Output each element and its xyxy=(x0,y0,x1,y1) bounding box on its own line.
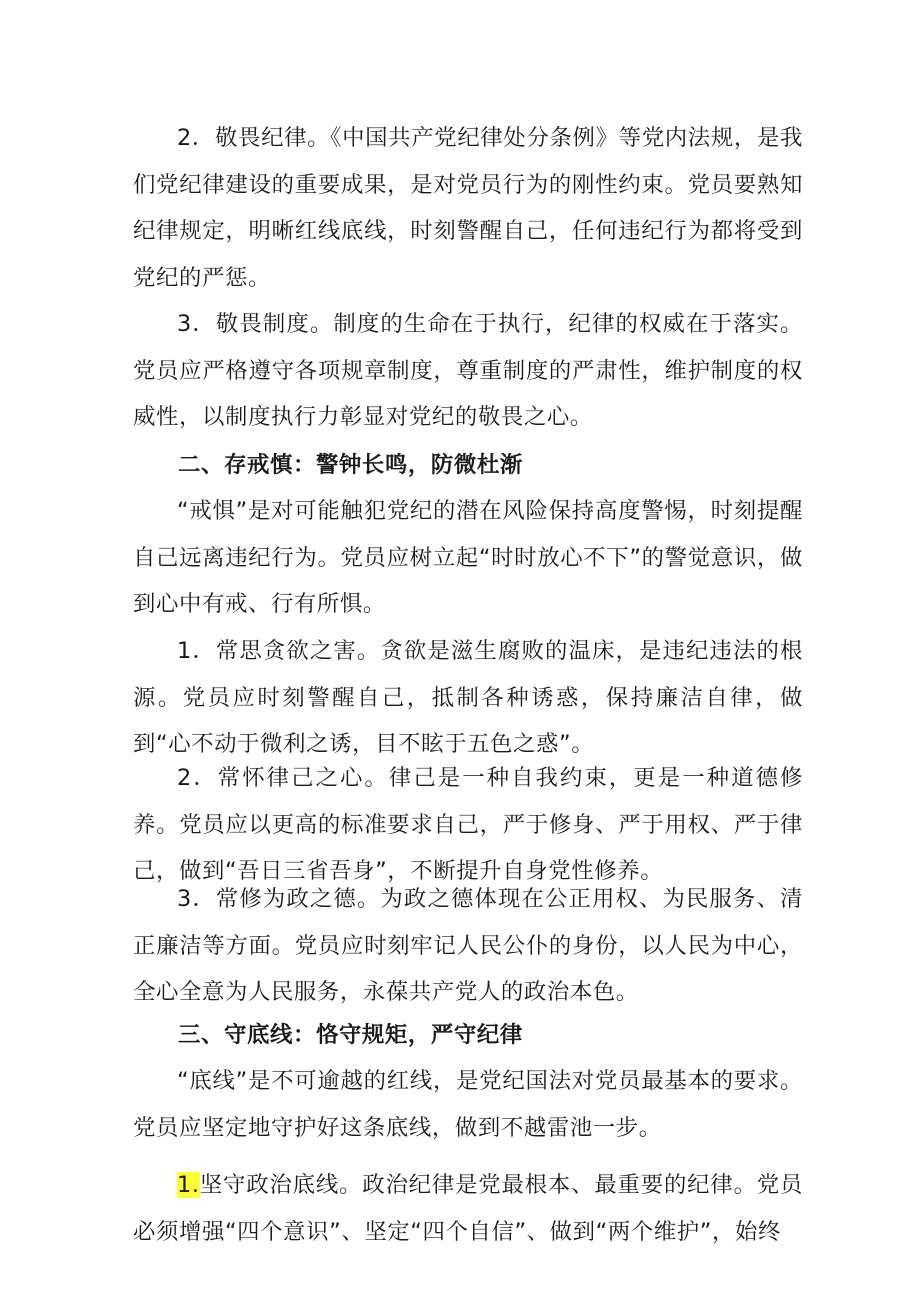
paragraph-governance-virtue xyxy=(133,876,803,1016)
paragraph-respect-system xyxy=(133,301,803,441)
paragraph-text: ．敬畏纪律。《中国共产党纪律处分条例》等党内法规，是我们党纪律建设的重要成果，是对党员行为的刚性约束。党员要熟知纪律规定，明晰红线底线，时刻警醒自己，任何违纪行为都将受到党纪的严惩。 xyxy=(133,125,803,291)
paragraph-political-bottom-line xyxy=(133,1162,803,1255)
paragraph-greed xyxy=(133,628,803,768)
paragraph-text: “底线”是不可逾越的红线，是党纪国法对党员最基本的要求。党员应坚定地守护好这条底线，做到不越雷池一步。 xyxy=(133,1068,803,1141)
section-heading-2: 二、存戒慎：警钟长鸣，防微杜渐 xyxy=(178,452,523,478)
item-number: 2 xyxy=(177,125,192,151)
paragraph-respect-discipline xyxy=(133,115,803,301)
paragraph-text: “戒惧”是对可能触犯党纪的潜在风险保持高度警惕，时刻提醒自己远离违纪行为。党员应树立起“时时放心不下”的警觉意识，做到心中有戒、行有所惧。 xyxy=(133,498,803,617)
item-number: 3 xyxy=(177,886,192,912)
item-number: 3 xyxy=(177,311,192,337)
paragraph-text: ．敬畏制度。制度的生命在于执行，纪律的权威在于落实。党员应严格遵守各项规章制度，尊重制度的严肃性，维护制度的权威性，以制度执行力彰显对党纪的敬畏之心。 xyxy=(133,311,803,430)
paragraph-text: ．常思贪欲之害。贪欲是滋生腐败的温床，是违纪违法的根源。党员应时刻警醒自己，抵制各种诱惑，保持廉洁自律，做到“心不动于微利之诱，目不眩于五色之惑”。 xyxy=(133,638,803,757)
paragraph-text: ．常怀律己之心。律己是一种自我约束，更是一种道德修养。党员应以更高的标准要求自己，严于修身、严于用权、严于律己，做到“吾日三省吾身”，不断提升自身党性修养。 xyxy=(133,765,803,884)
item-number: 1 xyxy=(177,638,192,664)
paragraph-text: 坚守政治底线。政治纪律是党最根本、最重要的纪律。党员必须增强“四个意识”、坚定“四个自信”、做到“两个维护”，始终 xyxy=(133,1172,803,1245)
highlighted-item-number: 1. xyxy=(177,1172,200,1198)
paragraph-bottom-line-intro xyxy=(133,1058,803,1151)
paragraph-vigilance-intro xyxy=(133,488,803,628)
item-number: 2 xyxy=(177,765,192,791)
section-heading-3: 三、守底线：恪守规矩，严守纪律 xyxy=(178,1022,523,1048)
paragraph-self-discipline xyxy=(133,755,803,895)
paragraph-text: ．常修为政之德。为政之德体现在公正用权、为民服务、清正廉洁等方面。党员应时刻牢记人民公仆的身份，以人民为中心，全心全意为人民服务，永葆共产党人的政治本色。 xyxy=(133,886,803,1005)
